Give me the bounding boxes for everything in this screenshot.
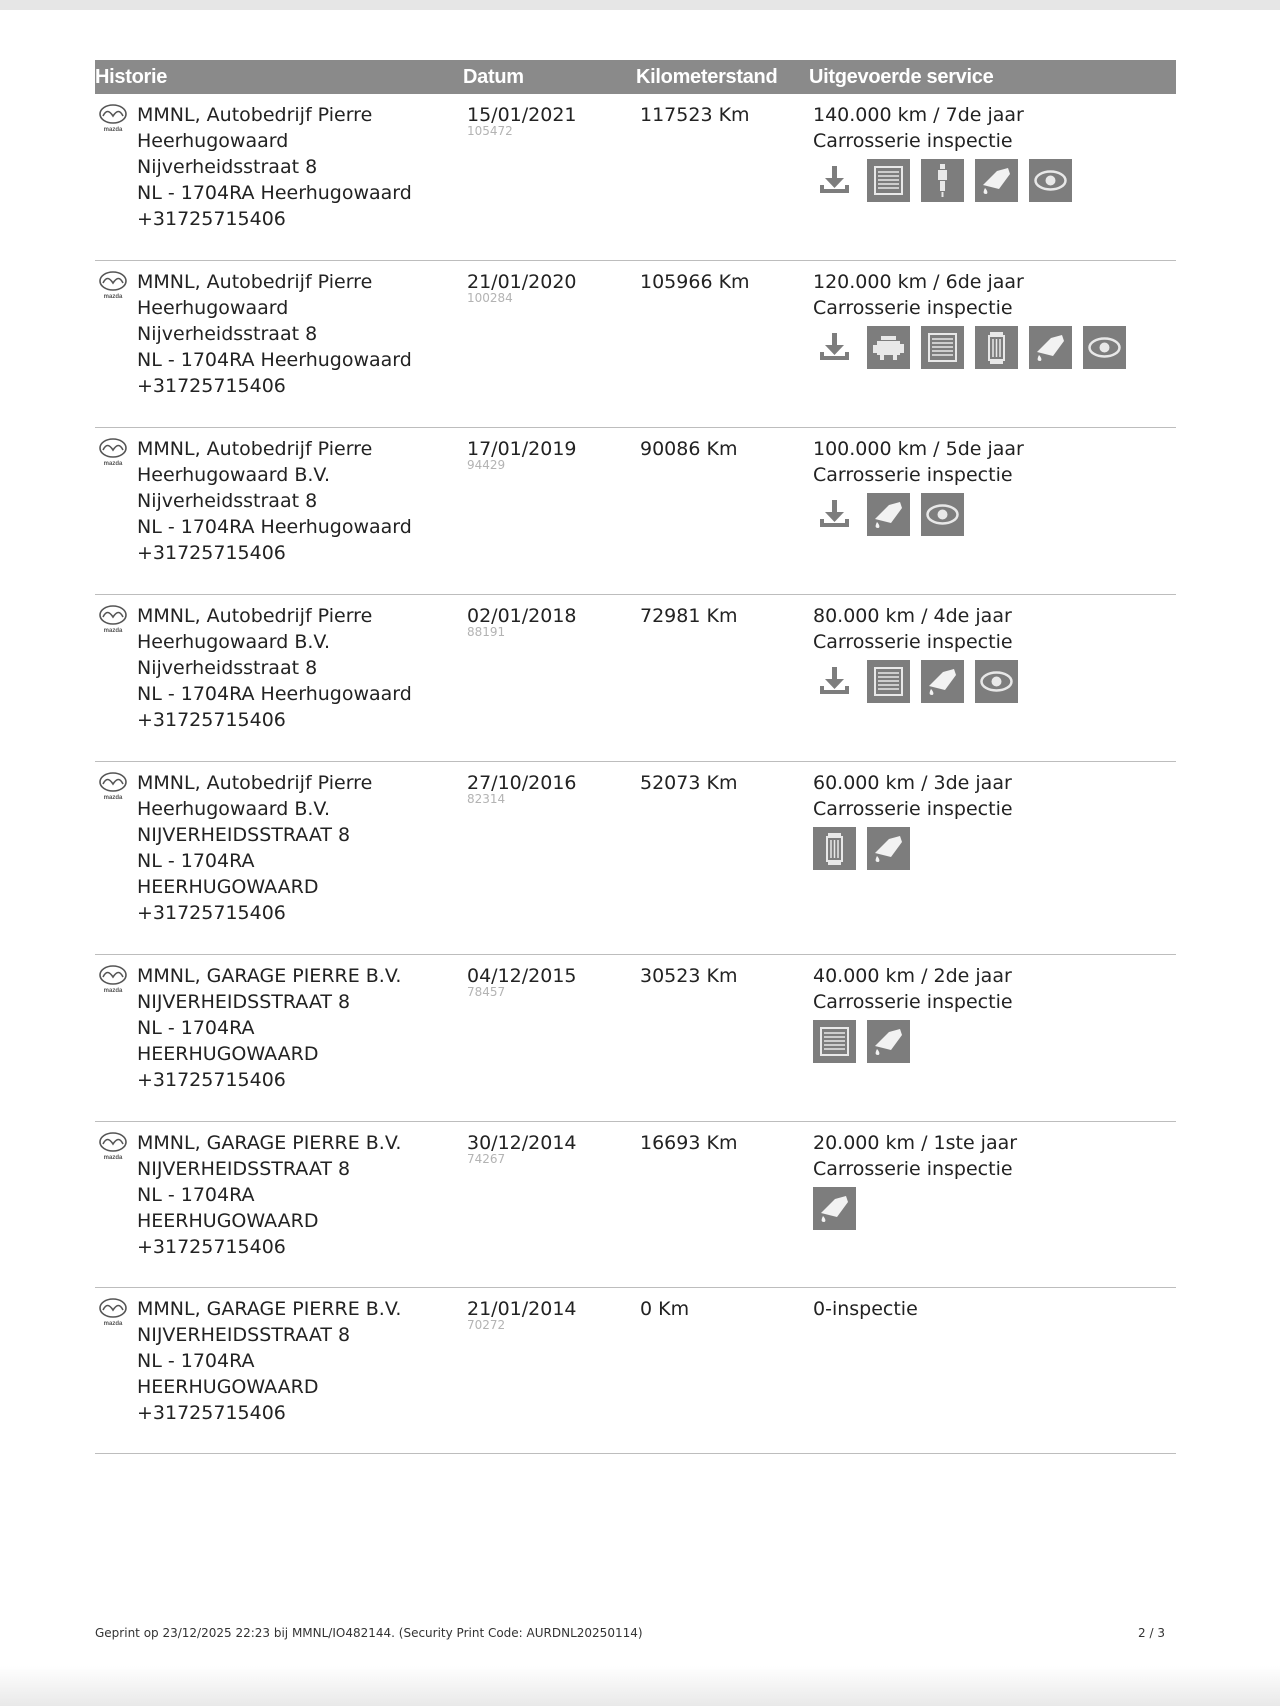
oil-can-icon: [867, 493, 910, 536]
dealer-line: NL - 1704RA Heerhugowaard: [137, 516, 412, 538]
service-reference: 105472: [467, 124, 513, 138]
service-cell: [809, 1296, 1176, 1453]
page-footer: [95, 1626, 1165, 1640]
filter-icon: [813, 1020, 856, 1063]
dealer-line: NIJVERHEIDSSTRAAT 8: [137, 991, 351, 1013]
service-icons: [813, 326, 1176, 369]
dealer-line: Heerhugowaard: [137, 297, 289, 319]
dealer-line: +31725715406: [137, 1236, 286, 1258]
dealer-line: Heerhugowaard: [137, 130, 289, 152]
dealer-address: [137, 1296, 401, 1453]
dealer-address: [137, 269, 412, 427]
table-row: [95, 94, 1176, 261]
dealer-line: NIJVERHEIDSSTRAAT 8: [137, 1324, 351, 1346]
svg-text:mazda: mazda: [103, 1321, 123, 1327]
mileage-cell: 16693 Km: [640, 1132, 738, 1154]
table-row: [95, 261, 1176, 428]
dealer-line: HEERHUGOWAARD: [137, 1210, 319, 1232]
service-date: 17/01/2019: [467, 438, 577, 460]
dealer-line: +31725715406: [137, 208, 286, 230]
oil-can-icon: [813, 1187, 856, 1230]
mazda-logo-icon: [95, 963, 137, 1121]
date-cell: [463, 770, 636, 954]
service-cell: [809, 102, 1176, 260]
dealer-line: NL - 1704RA: [137, 1184, 255, 1206]
service-line: Carrosserie inspectie: [813, 297, 1013, 319]
mileage-cell: 90086 Km: [640, 438, 738, 460]
mazda-logo-icon: [95, 1130, 137, 1287]
svg-text:mazda: mazda: [103, 294, 123, 300]
service-line: 100.000 km / 5de jaar: [813, 438, 1024, 460]
date-cell: [463, 603, 636, 761]
history-cell: [95, 770, 463, 954]
date-cell: [463, 963, 636, 1121]
service-reference: 94429: [467, 458, 506, 472]
dealer-address: [137, 963, 401, 1121]
date-cell: [463, 1130, 636, 1287]
dealer-line: MMNL, Autobedrijf Pierre: [137, 772, 373, 794]
service-line: Carrosserie inspectie: [813, 991, 1013, 1013]
history-cell: [95, 1130, 463, 1287]
service-date: 27/10/2016: [467, 772, 577, 794]
service-line: 120.000 km / 6de jaar: [813, 271, 1024, 293]
service-line: 80.000 km / 4de jaar: [813, 605, 1012, 627]
download-icon: [813, 493, 856, 536]
svg-text:mazda: mazda: [103, 628, 123, 634]
fuel-filter-icon: [813, 827, 856, 870]
service-line: 140.000 km / 7de jaar: [813, 104, 1024, 126]
table-row: [95, 595, 1176, 762]
dealer-line: Nijverheidsstraat 8: [137, 490, 318, 512]
filter-icon: [867, 159, 910, 202]
header-date: Datum: [463, 65, 524, 88]
dealer-address: [137, 770, 372, 954]
dealer-line: HEERHUGOWAARD: [137, 876, 319, 898]
dealer-line: MMNL, GARAGE PIERRE B.V.: [137, 965, 402, 987]
mazda-logo-icon: [95, 770, 137, 954]
dealer-line: Nijverheidsstraat 8: [137, 657, 318, 679]
dealer-line: MMNL, GARAGE PIERRE B.V.: [137, 1298, 402, 1320]
dealer-address: [137, 603, 412, 761]
eye-icon: [1083, 326, 1126, 369]
mileage-cell: 0 Km: [640, 1298, 690, 1320]
dealer-line: Heerhugowaard B.V.: [137, 798, 330, 820]
date-cell: [463, 269, 636, 427]
fuel-filter-icon: [975, 326, 1018, 369]
service-line: 0-inspectie: [813, 1298, 918, 1320]
eye-icon: [1029, 159, 1072, 202]
service-icons: [813, 660, 1176, 703]
engine-icon: [867, 326, 910, 369]
dealer-line: +31725715406: [137, 1402, 286, 1424]
mazda-logo-icon: [95, 603, 137, 761]
table-header: [95, 60, 1176, 94]
mazda-logo-icon: [95, 1296, 137, 1453]
history-cell: [95, 603, 463, 761]
dealer-line: NL - 1704RA Heerhugowaard: [137, 182, 412, 204]
dealer-line: NL - 1704RA: [137, 850, 255, 872]
viewer-bottom-edge: [0, 1666, 1280, 1706]
service-reference: 70272: [467, 1318, 506, 1332]
oil-can-icon: [921, 660, 964, 703]
mileage-cell: 30523 Km: [640, 965, 738, 987]
dealer-line: NIJVERHEIDSSTRAAT 8: [137, 1158, 351, 1180]
dealer-line: +31725715406: [137, 902, 286, 924]
service-date: 21/01/2020: [467, 271, 577, 293]
download-icon: [813, 159, 856, 202]
service-line: Carrosserie inspectie: [813, 464, 1013, 486]
dealer-line: MMNL, Autobedrijf Pierre: [137, 271, 373, 293]
oil-can-icon: [1029, 326, 1072, 369]
history-cell: [95, 269, 463, 427]
svg-text:mazda: mazda: [103, 795, 123, 801]
date-cell: [463, 1296, 636, 1453]
service-reference: 88191: [467, 625, 506, 639]
history-cell: [95, 963, 463, 1121]
service-line: Carrosserie inspectie: [813, 130, 1013, 152]
table-row: [95, 1288, 1176, 1454]
date-cell: [463, 102, 636, 260]
date-cell: [463, 436, 636, 594]
svg-text:mazda: mazda: [103, 461, 123, 467]
service-line: 60.000 km / 3de jaar: [813, 772, 1012, 794]
service-date: 02/01/2018: [467, 605, 577, 627]
service-reference: 82314: [467, 792, 506, 806]
download-icon: [813, 326, 856, 369]
table-body: [95, 94, 1176, 1454]
oil-can-icon: [867, 827, 910, 870]
mileage-cell: 105966 Km: [640, 271, 750, 293]
service-line: Carrosserie inspectie: [813, 1158, 1013, 1180]
service-icons: [813, 827, 1176, 870]
svg-text:mazda: mazda: [103, 988, 123, 994]
mileage-cell: 117523 Km: [640, 104, 750, 126]
dealer-line: NL - 1704RA: [137, 1350, 255, 1372]
filter-icon: [867, 660, 910, 703]
service-cell: [809, 269, 1176, 427]
filter-icon: [921, 326, 964, 369]
service-history-table: [95, 60, 1176, 1454]
dealer-line: Heerhugowaard B.V.: [137, 631, 330, 653]
header-service: Uitgevoerde service: [809, 65, 994, 88]
service-date: 30/12/2014: [467, 1132, 577, 1154]
service-icons: [813, 493, 1176, 536]
dealer-line: +31725715406: [137, 542, 286, 564]
service-icons: [813, 1020, 1176, 1063]
table-row: [95, 1122, 1176, 1288]
dealer-line: Nijverheidsstraat 8: [137, 156, 318, 178]
service-cell: [809, 436, 1176, 594]
oil-can-icon: [975, 159, 1018, 202]
dealer-line: MMNL, GARAGE PIERRE B.V.: [137, 1132, 402, 1154]
download-icon: [813, 660, 856, 703]
service-cell: [809, 603, 1176, 761]
dealer-line: Heerhugowaard B.V.: [137, 464, 330, 486]
dealer-line: HEERHUGOWAARD: [137, 1043, 319, 1065]
service-date: 04/12/2015: [467, 965, 577, 987]
dealer-line: NL - 1704RA Heerhugowaard: [137, 683, 412, 705]
svg-text:mazda: mazda: [103, 1155, 123, 1161]
dealer-line: MMNL, Autobedrijf Pierre: [137, 438, 373, 460]
service-line: 20.000 km / 1ste jaar: [813, 1132, 1018, 1154]
print-info: Geprint op 23/12/2025 22:23 bij MMNL/IO482144. (Security Print Code: AURDNL20250114): [95, 1626, 643, 1640]
mileage-cell: 52073 Km: [640, 772, 738, 794]
history-cell: [95, 436, 463, 594]
mileage-cell: 72981 Km: [640, 605, 738, 627]
dealer-line: NL - 1704RA: [137, 1017, 255, 1039]
eye-icon: [975, 660, 1018, 703]
page-number: 2 / 3: [1138, 1626, 1165, 1640]
mazda-logo-icon: [95, 269, 137, 427]
service-date: 15/01/2021: [467, 104, 577, 126]
table-row: [95, 428, 1176, 595]
service-cell: [809, 963, 1176, 1121]
svg-text:mazda: mazda: [103, 127, 123, 133]
dealer-address: [137, 436, 412, 594]
dealer-line: NL - 1704RA Heerhugowaard: [137, 349, 412, 371]
service-line: Carrosserie inspectie: [813, 798, 1013, 820]
dealer-line: NIJVERHEIDSSTRAAT 8: [137, 824, 351, 846]
dealer-line: MMNL, Autobedrijf Pierre: [137, 104, 373, 126]
service-cell: [809, 1130, 1176, 1287]
mazda-logo-icon: [95, 102, 137, 260]
dealer-line: MMNL, Autobedrijf Pierre: [137, 605, 373, 627]
service-line: Carrosserie inspectie: [813, 631, 1013, 653]
service-date: 21/01/2014: [467, 1298, 577, 1320]
service-icons: [813, 159, 1176, 202]
dealer-line: +31725715406: [137, 375, 286, 397]
service-icons: [813, 1187, 1176, 1230]
spark-plug-icon: [921, 159, 964, 202]
service-cell: [809, 770, 1176, 954]
dealer-line: Nijverheidsstraat 8: [137, 323, 318, 345]
dealer-address: [137, 1130, 401, 1287]
service-reference: 78457: [467, 985, 506, 999]
header-history: Historie: [95, 65, 168, 88]
header-mileage: Kilometerstand: [636, 65, 778, 88]
service-reference: 100284: [467, 291, 513, 305]
dealer-line: HEERHUGOWAARD: [137, 1376, 319, 1398]
document-page: [0, 10, 1280, 1706]
dealer-line: +31725715406: [137, 1069, 286, 1091]
service-reference: 74267: [467, 1152, 506, 1166]
service-line: 40.000 km / 2de jaar: [813, 965, 1012, 987]
oil-can-icon: [867, 1020, 910, 1063]
mazda-logo-icon: [95, 436, 137, 594]
history-cell: [95, 1296, 463, 1453]
eye-icon: [921, 493, 964, 536]
table-row: [95, 955, 1176, 1122]
dealer-line: +31725715406: [137, 709, 286, 731]
table-row: [95, 762, 1176, 955]
dealer-address: [137, 102, 412, 260]
history-cell: [95, 102, 463, 260]
